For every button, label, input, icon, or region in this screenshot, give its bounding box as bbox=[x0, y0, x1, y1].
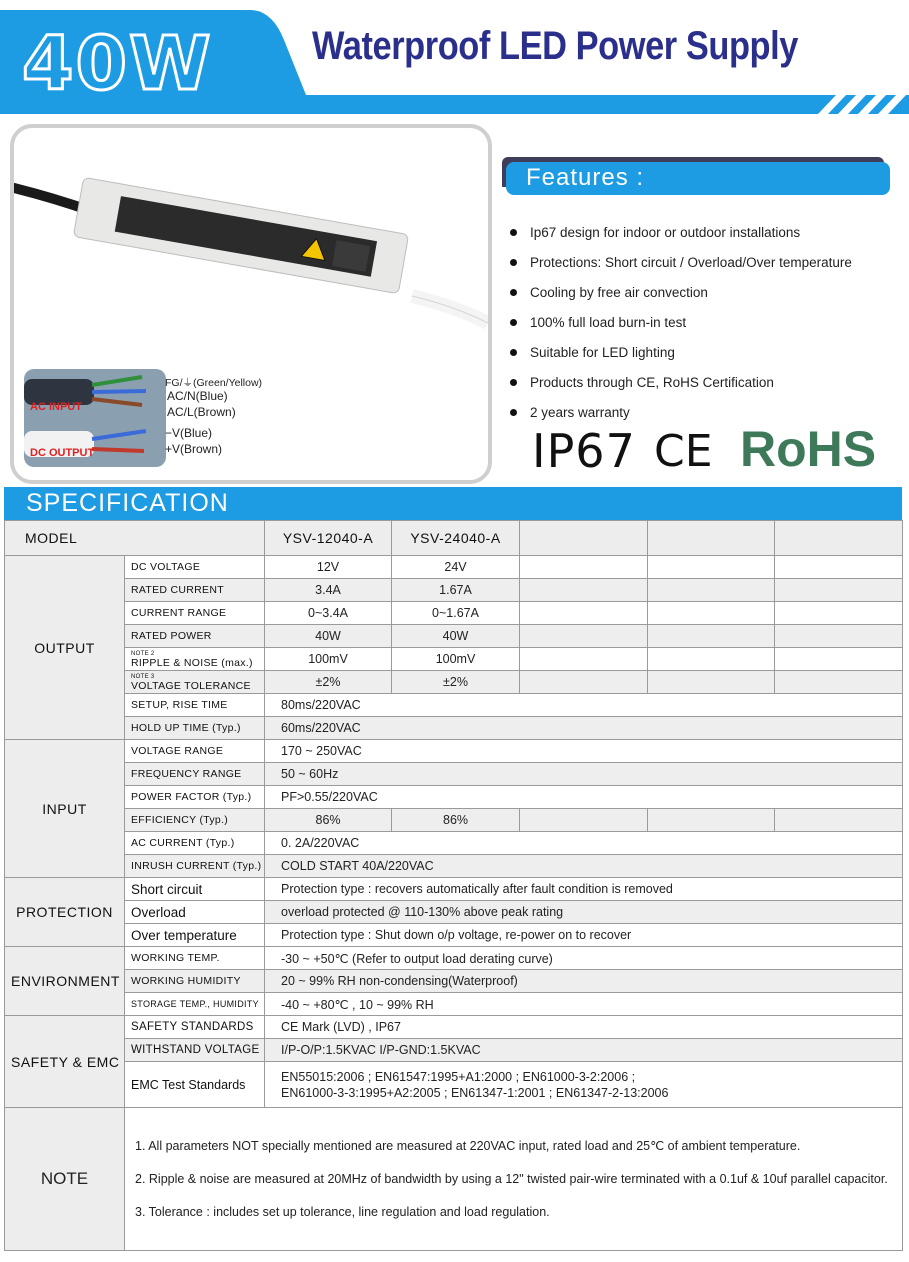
row-label: EMC Test Standards bbox=[125, 1062, 265, 1108]
cell-value: ±2% bbox=[265, 671, 392, 694]
feature-item bbox=[510, 222, 852, 252]
table-row bbox=[5, 855, 903, 878]
table-row bbox=[5, 1062, 903, 1108]
table-row bbox=[5, 694, 903, 717]
model-empty bbox=[775, 521, 903, 556]
table-row bbox=[5, 1039, 903, 1062]
product-photo-frame bbox=[10, 124, 492, 484]
wire-diagram-photo bbox=[24, 369, 166, 467]
cell-value: 12V bbox=[265, 556, 392, 579]
bullet-icon bbox=[510, 409, 517, 416]
note-item: 3. Tolerance : includes set up tolerance, line regulation and load regulation. bbox=[135, 1205, 550, 1219]
cell-value: 170 ~ 250VAC bbox=[265, 740, 903, 763]
row-label: INRUSH CURRENT (Typ.) bbox=[125, 855, 265, 878]
empty-cell bbox=[648, 602, 775, 625]
empty-cell bbox=[648, 579, 775, 602]
feature-text: 100% full load burn-in test bbox=[530, 315, 687, 330]
empty-cell bbox=[775, 648, 903, 671]
table-row bbox=[5, 924, 903, 947]
rohs-logo: RoHS bbox=[740, 421, 877, 477]
table-row bbox=[5, 832, 903, 855]
cell-value: 40W bbox=[265, 625, 392, 648]
row-label-text: RIPPLE & NOISE (max.) bbox=[131, 656, 253, 669]
row-label: CURRENT RANGE bbox=[125, 602, 265, 625]
empty-cell bbox=[520, 625, 648, 648]
safety-section: SAFETY & EMC bbox=[5, 1016, 125, 1108]
cell-value: COLD START 40A/220VAC bbox=[265, 855, 903, 878]
emc-line: EN61000-3-3:1995+A2:2005 ; EN61347-1:2001 ; EN61347-2-13:2006 bbox=[281, 1085, 669, 1100]
feature-text: Products through CE, RoHS Certification bbox=[530, 375, 774, 390]
cell-value: 100mV bbox=[265, 648, 392, 671]
row-label: STORAGE TEMP., HUMIDITY bbox=[125, 993, 265, 1016]
row-label: Short circuit bbox=[125, 878, 265, 901]
row-label: WORKING TEMP. bbox=[125, 947, 265, 970]
cell-value bbox=[265, 1062, 903, 1108]
note-item: 1. All parameters NOT specially mentioned are measured at 220VAC input, rated load and 25℃ of ambient temperature. bbox=[135, 1139, 801, 1153]
table-row bbox=[5, 993, 903, 1016]
output-section: OUTPUT bbox=[5, 556, 125, 740]
row-label: Over temperature bbox=[125, 924, 265, 947]
empty-cell bbox=[775, 809, 903, 832]
row-label: FREQUENCY RANGE bbox=[125, 763, 265, 786]
wire-note-acn: AC/N(Blue) bbox=[167, 389, 228, 403]
table-row bbox=[5, 625, 903, 648]
empty-cell bbox=[520, 556, 648, 579]
row-label bbox=[125, 648, 265, 671]
model-empty bbox=[520, 521, 648, 556]
feature-text: Cooling by free air convection bbox=[530, 285, 708, 300]
feature-text: 2 years warranty bbox=[530, 405, 630, 420]
wire-note-vpos: +V(Brown) bbox=[165, 442, 223, 456]
feature-text: Protections: Short circuit / Overload/Over temperature bbox=[530, 255, 852, 270]
cell-value: 40W bbox=[392, 625, 520, 648]
empty-cell bbox=[775, 625, 903, 648]
row-label: RATED POWER bbox=[125, 625, 265, 648]
feature-item bbox=[510, 342, 852, 372]
wire-note-vneg: −V(Blue) bbox=[165, 426, 213, 440]
empty-cell bbox=[775, 579, 903, 602]
row-label: EFFICIENCY (Typ.) bbox=[125, 809, 265, 832]
note-ref: NOTE 2 bbox=[131, 650, 155, 657]
empty-cell bbox=[520, 579, 648, 602]
table-row bbox=[5, 602, 903, 625]
cell-value: 20 ~ 99% RH non-condensing(Waterproof) bbox=[265, 970, 903, 993]
cell-value: Protection type : recovers automatically after fault condition is removed bbox=[265, 878, 903, 901]
empty-cell bbox=[775, 556, 903, 579]
row-label: Overload bbox=[125, 901, 265, 924]
table-row bbox=[5, 763, 903, 786]
model-row bbox=[5, 521, 903, 556]
cell-value: 0~3.4A bbox=[265, 602, 392, 625]
ip67-logo: IP67 bbox=[532, 424, 636, 478]
cell-value: 100mV bbox=[392, 648, 520, 671]
table-row bbox=[5, 970, 903, 993]
specification-title: SPECIFICATION bbox=[26, 489, 229, 517]
emc-line: EN55015:2006 ; EN61547:1995+A1:2000 ; EN61000-3-2:2006 ; bbox=[281, 1069, 636, 1084]
empty-cell bbox=[648, 671, 775, 694]
table-row bbox=[5, 740, 903, 763]
cell-value: 80ms/220VAC bbox=[265, 694, 903, 717]
ce-mark-logo: CE bbox=[654, 426, 713, 477]
feature-item bbox=[510, 372, 852, 402]
row-label: DC VOLTAGE bbox=[125, 556, 265, 579]
cell-value: 60ms/220VAC bbox=[265, 717, 903, 740]
cell-value: CE Mark (LVD) , IP67 bbox=[265, 1016, 903, 1039]
row-label: WITHSTAND VOLTAGE bbox=[125, 1039, 265, 1062]
cell-value: -30 ~ +50℃ (Refer to output load derating curve) bbox=[265, 947, 903, 970]
feature-item bbox=[510, 252, 852, 282]
note-ref: NOTE 3 bbox=[131, 673, 155, 680]
cell-value: overload protected @ 110-130% above peak rating bbox=[265, 901, 903, 924]
table-row bbox=[5, 579, 903, 602]
empty-cell bbox=[648, 648, 775, 671]
note-row bbox=[5, 1108, 903, 1251]
note-body bbox=[125, 1108, 903, 1251]
table-row bbox=[5, 878, 903, 901]
cell-value: 86% bbox=[392, 809, 520, 832]
table-row bbox=[5, 671, 903, 694]
table-row bbox=[5, 648, 903, 671]
empty-cell bbox=[648, 809, 775, 832]
empty-cell bbox=[520, 602, 648, 625]
model-1: YSV-12040-A bbox=[265, 521, 392, 556]
cell-value: 0. 2A/220VAC bbox=[265, 832, 903, 855]
model-empty bbox=[648, 521, 775, 556]
cell-value: 24V bbox=[392, 556, 520, 579]
empty-cell bbox=[648, 556, 775, 579]
feature-text: Suitable for LED lighting bbox=[530, 345, 675, 360]
table-row bbox=[5, 901, 903, 924]
bullet-icon bbox=[510, 259, 517, 266]
table-row bbox=[5, 556, 903, 579]
bullet-icon bbox=[510, 379, 517, 386]
row-label-text: VOLTAGE TOLERANCE bbox=[131, 679, 251, 692]
cell-value: I/P-O/P:1.5KVAC I/P-GND:1.5KVAC bbox=[265, 1039, 903, 1062]
cell-value: 86% bbox=[265, 809, 392, 832]
page-title: Waterproof LED Power Supply bbox=[312, 24, 798, 68]
note-item: 2. Ripple & noise are measured at 20MHz of bandwidth by using a 12" twisted pair-wire terminated with a 0.1uf & 10uf parallel capacitor. bbox=[135, 1172, 888, 1186]
feature-item bbox=[510, 312, 852, 342]
cell-value: PF>0.55/220VAC bbox=[265, 786, 903, 809]
row-label: VOLTAGE RANGE bbox=[125, 740, 265, 763]
empty-cell bbox=[520, 809, 648, 832]
protection-section: PROTECTION bbox=[5, 878, 125, 947]
empty-cell bbox=[520, 648, 648, 671]
features-title: Features : bbox=[526, 164, 645, 191]
wattage-badge: 40W bbox=[22, 21, 213, 107]
input-section: INPUT bbox=[5, 740, 125, 878]
dc-output-label: DC OUTPUT bbox=[30, 447, 95, 459]
model-label: MODEL bbox=[5, 521, 265, 556]
features-list bbox=[510, 222, 852, 432]
table-row bbox=[5, 786, 903, 809]
cell-value: 50 ~ 60Hz bbox=[265, 763, 903, 786]
row-label: WORKING HUMIDITY bbox=[125, 970, 265, 993]
feature-text: Ip67 design for indoor or outdoor installations bbox=[530, 225, 801, 240]
empty-cell bbox=[775, 602, 903, 625]
table-row bbox=[5, 1016, 903, 1039]
empty-cell bbox=[775, 671, 903, 694]
cell-value: 0~1.67A bbox=[392, 602, 520, 625]
table-row bbox=[5, 947, 903, 970]
bullet-icon bbox=[510, 319, 517, 326]
ac-input-label: AC INPUT bbox=[30, 401, 82, 413]
environment-section: ENVIRONMENT bbox=[5, 947, 125, 1016]
empty-cell bbox=[520, 671, 648, 694]
model-2: YSV-24040-A bbox=[392, 521, 520, 556]
row-label: SETUP, RISE TIME bbox=[125, 694, 265, 717]
cell-value: -40 ~ +80℃ , 10 ~ 99% RH bbox=[265, 993, 903, 1016]
table-row bbox=[5, 717, 903, 740]
spec-table bbox=[4, 520, 903, 1251]
table-row bbox=[5, 809, 903, 832]
bullet-icon bbox=[510, 289, 517, 296]
row-label: POWER FACTOR (Typ.) bbox=[125, 786, 265, 809]
row-label: SAFETY STANDARDS bbox=[125, 1016, 265, 1039]
bullet-icon bbox=[510, 349, 517, 356]
row-label: AC CURRENT (Typ.) bbox=[125, 832, 265, 855]
note-section: NOTE bbox=[5, 1108, 125, 1251]
empty-cell bbox=[648, 625, 775, 648]
row-label: RATED CURRENT bbox=[125, 579, 265, 602]
row-label bbox=[125, 671, 265, 694]
cell-value: 1.67A bbox=[392, 579, 520, 602]
wire-note-fg: FG/⏚(Green/Yellow) bbox=[165, 377, 263, 389]
cell-value: ±2% bbox=[392, 671, 520, 694]
feature-item bbox=[510, 282, 852, 312]
wire-note-acl: AC/L(Brown) bbox=[167, 405, 236, 419]
cell-value: Protection type : Shut down o/p voltage, re-power on to recover bbox=[265, 924, 903, 947]
row-label: HOLD UP TIME (Typ.) bbox=[125, 717, 265, 740]
cell-value: 3.4A bbox=[265, 579, 392, 602]
bullet-icon bbox=[510, 229, 517, 236]
